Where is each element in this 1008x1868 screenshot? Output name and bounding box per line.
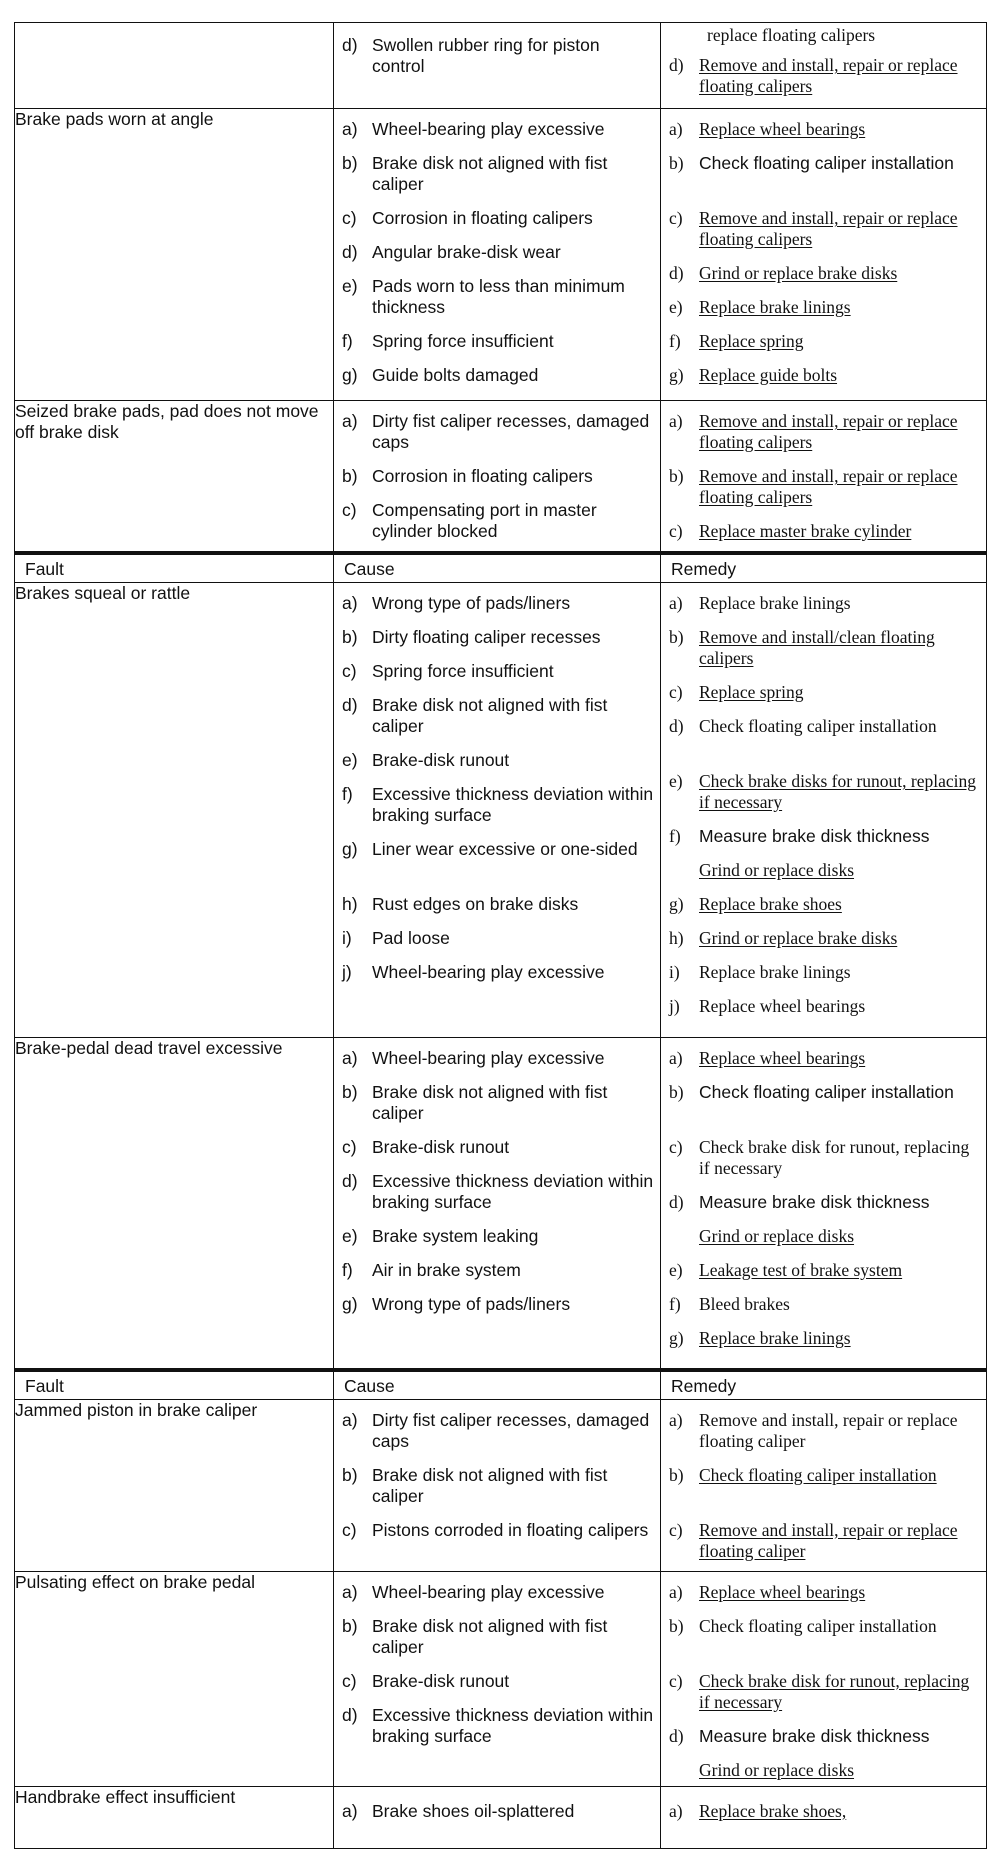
table-header [15,553,987,583]
remedy-item: a) Replace wheel bearings [669,1048,866,1068]
cause-cell [334,1571,661,1786]
cause-item: e) Brake system leaking [342,1226,539,1246]
cause-item: b) Brake disk not aligned with fist caliper [342,1615,608,1657]
fault-table [14,22,987,1849]
cause-item: c) Brake-disk runout [342,1670,510,1691]
fault-cell: Jammed piston in brake caliper [15,1399,334,1571]
cause-item: d) Angular brake-disk wear [342,242,561,262]
cause-cell [334,1399,661,1571]
cause-item: c) Pistons corroded in floating calipers [342,1519,649,1540]
header-remedy: Remedy [661,1370,987,1400]
header-remedy: Remedy [661,553,987,583]
fault-cell: Handbrake effect insufficient [15,1786,334,1848]
remedy-item: d) Remove and install, repair or replace floating calipers [669,55,958,96]
remedy-continuation: replace floating calipers [707,25,876,45]
remedy-item: a) Replace wheel bearings [669,1581,866,1602]
cause-item: b) Dirty floating caliper recesses [342,627,601,647]
remedy-item: g) Replace guide bolts [669,365,838,385]
remedy-item: Grind or replace disks [699,1226,855,1246]
header-fault: Fault [15,1370,334,1400]
remedy-item: i) Replace brake linings [669,962,851,982]
remedy-item: g) Replace brake linings [669,1328,851,1348]
remedy-item: a) Remove and install, repair or replace floating caliper [669,1409,958,1451]
cause-item: c) Compensating port in master cylinder blocked [342,500,597,541]
fault-cell: Pulsating effect on brake pedal [15,1571,334,1786]
table-row [15,401,987,554]
cause-item: f) Spring force insufficient [342,331,554,351]
cause-item: c) Corrosion in floating calipers [342,208,593,228]
cause-item: j) Wheel-bearing play excessive [342,962,605,982]
table-row [15,109,987,401]
remedy-item: c) Remove and install, repair or replace floating calipers [669,208,958,249]
remedy-item: a) Replace wheel bearings [669,119,866,139]
cause-item: f) Excessive thickness deviation within braking surface [342,784,654,825]
remedy-item: d) Grind or replace brake disks [669,263,898,283]
cause-item: a) Brake shoes oil-splattered [342,1800,575,1821]
remedy-cell [661,1038,987,1370]
remedy-cell [661,1571,987,1786]
remedy-cell [661,401,987,554]
cause-item: a) Dirty fist caliper recesses, damaged caps [342,1409,650,1451]
remedy-cell [661,1399,987,1571]
cause-item: d) Excessive thickness deviation within braking surface [342,1171,654,1212]
remedy-item: Grind or replace disks [699,1759,855,1780]
header-cause: Cause [334,1370,661,1400]
cause-item: e) Brake-disk runout [342,750,510,770]
table-row [15,1786,987,1848]
cause-cell [334,1786,661,1848]
cause-item: d) Brake disk not aligned with fist caliper [342,695,608,736]
fault-cell: Brakes squeal or rattle [15,583,334,1038]
remedy-item: h) Grind or replace brake disks [669,928,898,948]
cause-item: i) Pad loose [342,928,450,948]
table-row [15,23,987,109]
remedy-item: f) Bleed brakes [669,1294,790,1314]
remedy-item: b) Check floating caliper installation [669,153,954,173]
remedy-item: f) Measure brake disk thickness [669,826,930,846]
remedy-item: c) Replace master brake cylinder [669,521,912,541]
cause-item: b) Brake disk not aligned with fist caliper [342,153,608,194]
remedy-item: e) Leakage test of brake system [669,1260,903,1280]
cause-item: c) Brake-disk runout [342,1137,510,1157]
remedy-item: c) Remove and install, repair or replace floating caliper [669,1519,958,1561]
cause-item: e) Pads worn to less than minimum thickness [342,276,625,317]
cause-item: g) Guide bolts damaged [342,365,539,385]
remedy-cell [661,583,987,1038]
header-cause: Cause [334,553,661,583]
remedy-item: f) Replace spring [669,331,804,351]
cause-item: c) Spring force insufficient [342,661,554,681]
header-fault: Fault [15,553,334,583]
remedy-item: b) Check floating caliper installation [669,1615,937,1636]
cause-cell [334,23,661,109]
remedy-item: e) Replace brake linings [669,297,851,317]
cause-item: h) Rust edges on brake disks [342,894,579,914]
cause-item: a) Wrong type of pads/liners [342,593,571,613]
cause-item: d) Excessive thickness deviation within braking surface [342,1704,654,1746]
remedy-item: c) Check brake disk for runout, replacing if necessary [669,1137,970,1178]
cause-item: b) Brake disk not aligned with fist caliper [342,1464,608,1506]
remedy-item: c) Replace spring [669,682,804,702]
remedy-item: d) Measure brake disk thickness [669,1192,930,1212]
remedy-item: j) Replace wheel bearings [669,996,866,1016]
fault-cell: Brake pads worn at angle [15,109,334,401]
cause-item: g) Wrong type of pads/liners [342,1294,571,1314]
cause-item: a) Wheel-bearing play excessive [342,1048,605,1068]
remedy-item: g) Replace brake shoes [669,894,842,914]
table-row [15,1038,987,1370]
remedy-item: Grind or replace disks [699,860,855,880]
fault-cell: Brake-pedal dead travel excessive [15,1038,334,1370]
cause-item: a) Dirty fist caliper recesses, damaged caps [342,411,650,452]
cause-cell [334,109,661,401]
remedy-item: b) Remove and install/clean floating calipers [669,627,935,668]
table-row [15,1571,987,1786]
remedy-item: d) Measure brake disk thickness [669,1725,930,1746]
cause-item: d) Swollen rubber ring for piston control [342,35,600,76]
remedy-item: b) Check floating caliper installation [669,1464,937,1485]
cause-cell [334,401,661,554]
fault-cell [15,23,334,109]
cause-item: b) Brake disk not aligned with fist caliper [342,1082,608,1123]
remedy-item: a) Replace brake shoes, [669,1800,847,1821]
remedy-item: b) Remove and install, repair or replace floating calipers [669,466,958,507]
remedy-item: e) Check brake disks for runout, replacing if necessary [669,771,977,812]
cause-cell [334,1038,661,1370]
remedy-cell [661,23,987,109]
remedy-cell [661,109,987,401]
cause-item: f) Air in brake system [342,1260,521,1280]
table-header [15,1370,987,1400]
fault-cell: Seized brake pads, pad does not move off brake disk [15,401,334,554]
remedy-item: b) Check floating caliper installation [669,1082,954,1102]
cause-item: g) Liner wear excessive or one-sided [342,839,638,859]
remedy-item: a) Replace brake linings [669,593,851,613]
cause-cell [334,583,661,1038]
remedy-item: c) Check brake disk for runout, replacing if necessary [669,1670,970,1712]
table-row [15,583,987,1038]
remedy-cell [661,1786,987,1848]
cause-item: b) Corrosion in floating calipers [342,466,593,486]
remedy-item: d) Check floating caliper installation [669,716,937,736]
cause-item: a) Wheel-bearing play excessive [342,1581,605,1602]
table-row [15,1399,987,1571]
remedy-item: a) Remove and install, repair or replace floating calipers [669,411,958,452]
cause-item: a) Wheel-bearing play excessive [342,119,605,139]
